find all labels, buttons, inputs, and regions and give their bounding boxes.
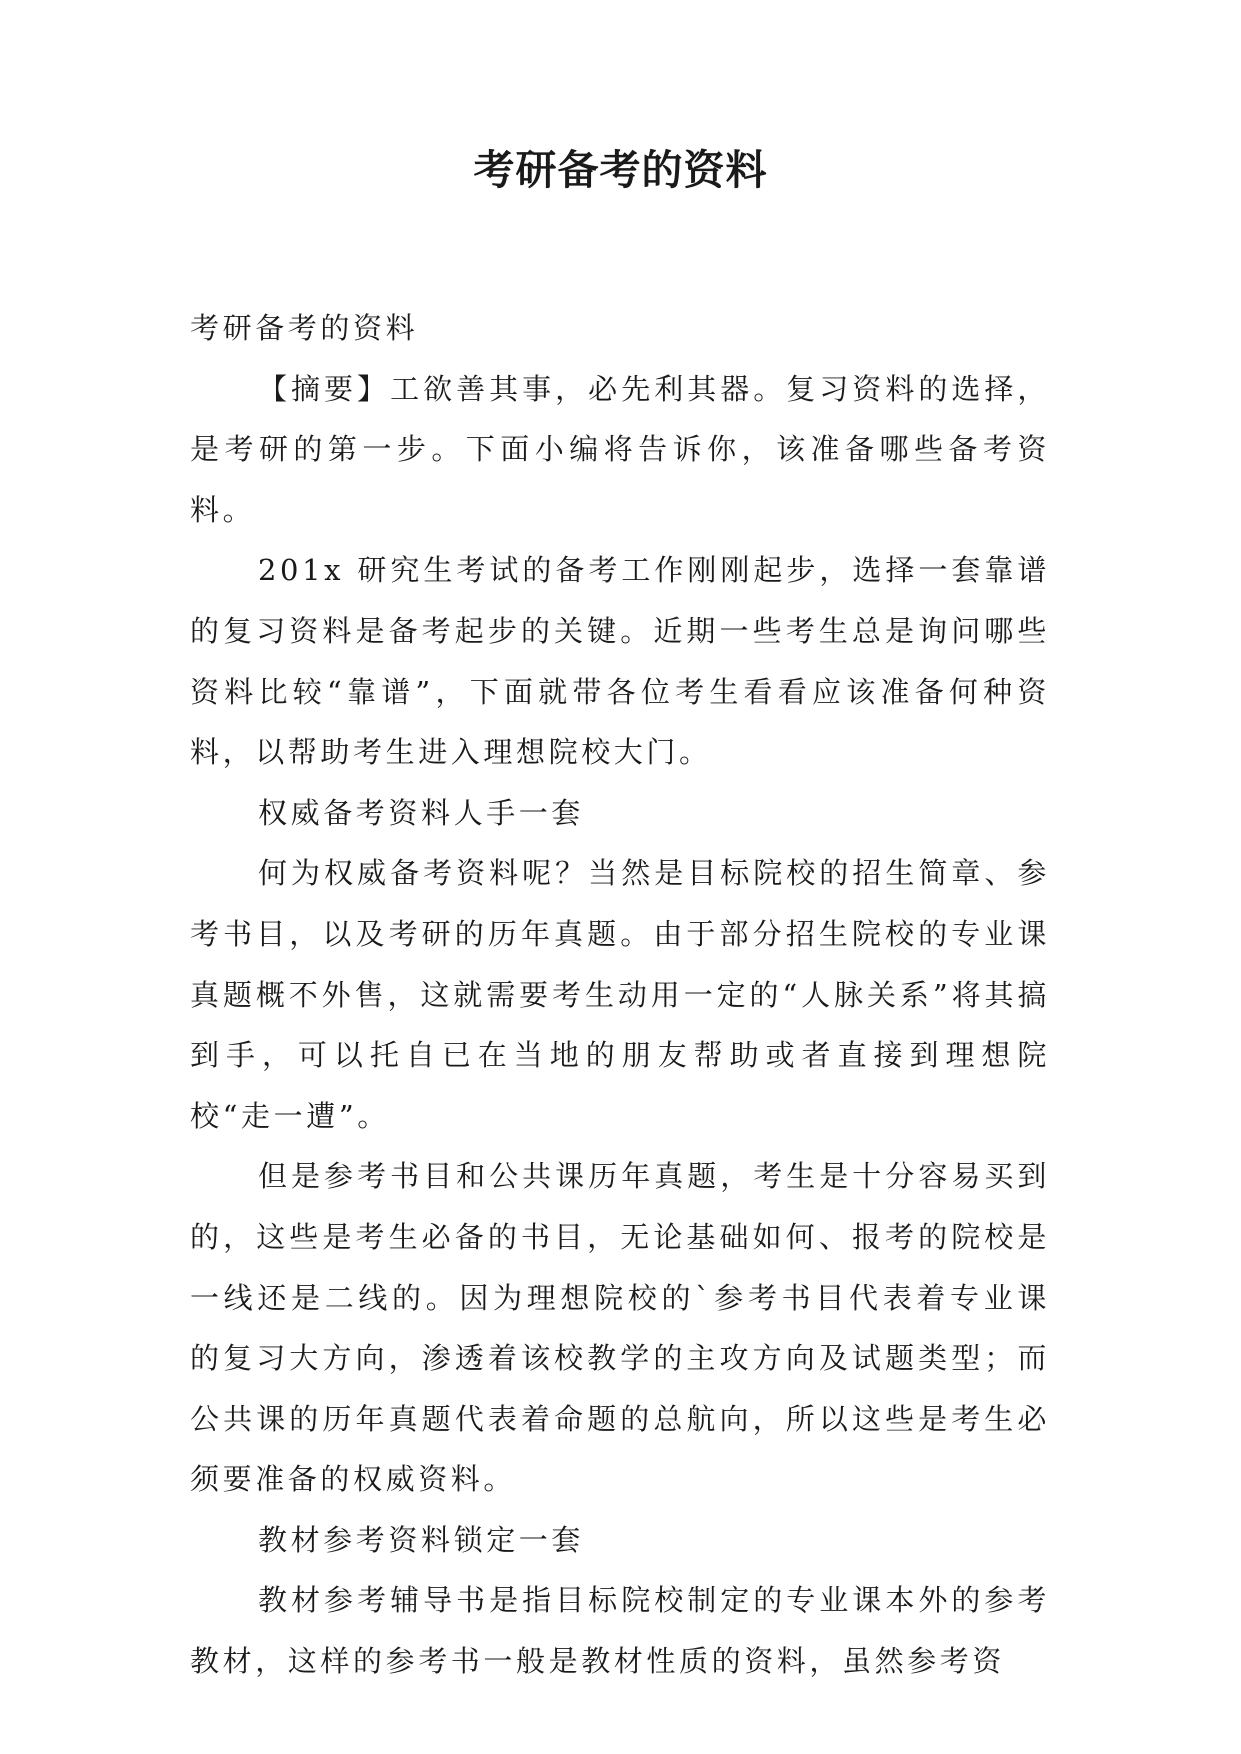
paragraph-intro: 201x 研究生考试的备考工作刚刚起步，选择一套靠谱的复习资料是备考起步的关键。近期一些考生总是询问哪些资料比较“靠谱”，下面就带各位考生看看应该准备何种资料，以帮助考生进入理想院校大门。: [190, 553, 1050, 770]
paragraph-textbook-reference: 教材参考辅导书是指目标院校制定的专业课本外的参考教材，这样的参考书一般是教材性质的资料，虽然参考资: [190, 1583, 1050, 1679]
section-heading-textbook-materials: 教材参考资料锁定一套: [258, 1522, 585, 1557]
paragraph-abstract: 【摘要】工欲善其事，必先利其器。复习资料的选择，是考研的第一步。下面小编将告诉你，该准备哪些备考资料。: [190, 371, 1050, 527]
paragraph-authoritative-what: 何为权威备考资料呢？当然是目标院校的招生简章、参考书目，以及考研的历年真题。由于部分招生院校的专业课真题概不外售，这就需要考生动用一定的“人脉关系”将其搞到手，可以托自已在当地的朋友帮助或者直接到理想院校“走一遭”。: [190, 856, 1050, 1133]
paragraph-subtitle: 考研备考的资料: [190, 311, 419, 345]
document-body: [190, 298, 1050, 1692]
section-heading-authoritative-materials: 权威备考资料人手一套: [258, 795, 585, 830]
paragraph-authoritative-books: 但是参考书目和公共课历年真题，考生是十分容易买到的，这些是考生必备的书目，无论基础如何、报考的院校是一线还是二线的。因为理想院校的`参考书目代表着专业课的复习大方向，渗透着该校教学的主攻方向及试题类型；而公共课的历年真题代表着命题的总航向，所以这些是考生必须要准备的权威资料。: [190, 1159, 1050, 1497]
document-title: 考研备考的资料: [473, 146, 768, 194]
